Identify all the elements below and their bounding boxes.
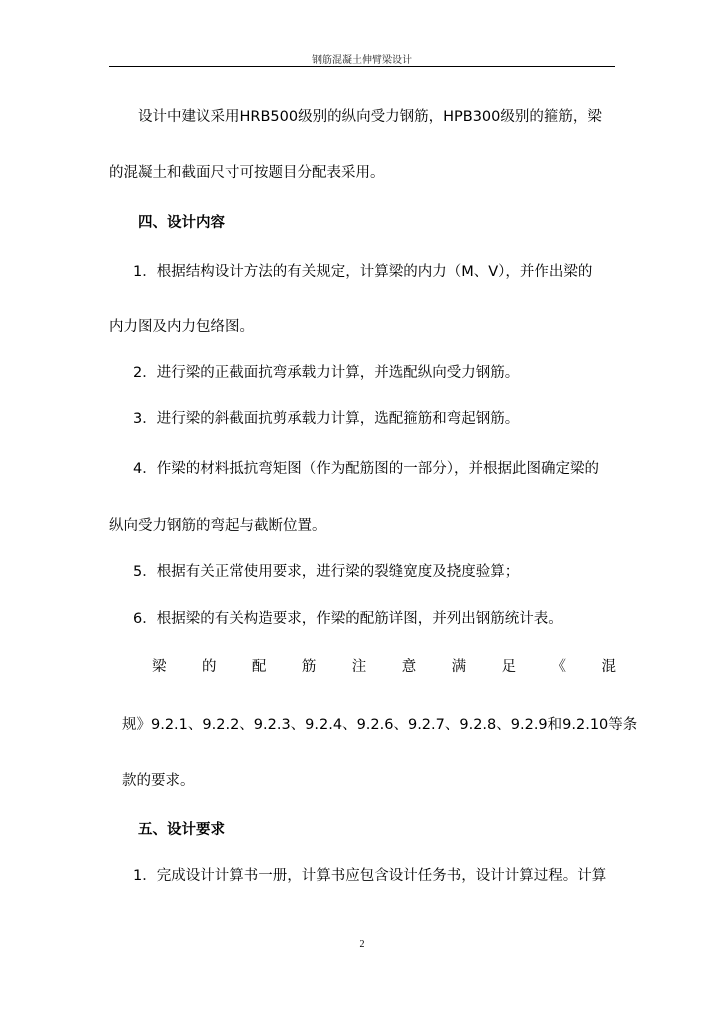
note-line-3: 款的要求。 xyxy=(122,773,195,789)
requirement-item-1-line-1: 1．完成设计计算书一册，计算书应包含设计任务书，设计计算过程。计算 xyxy=(133,868,607,884)
note-char: 混 xyxy=(601,659,616,675)
note-char: 足 xyxy=(501,659,517,675)
note-char: 配 xyxy=(251,659,267,675)
note-char: 注 xyxy=(351,659,367,675)
paragraph-materials-line-1: 设计中建议采用HRB500级别的纵向受力钢筋，HPB300级别的箍筋，梁 xyxy=(138,109,602,125)
header-divider xyxy=(109,66,615,67)
list-item-5: 5．根据有关正常使用要求，进行梁的裂缝宽度及挠度验算； xyxy=(133,564,520,580)
note-char: 的 xyxy=(201,659,217,675)
note-char: 意 xyxy=(401,659,417,675)
list-item-1-line-2: 内力图及内力包络图。 xyxy=(109,319,254,335)
note-justified-line-1 xyxy=(152,658,616,676)
section-heading-design-content: 四、设计内容 xyxy=(138,215,225,231)
note-char: 梁 xyxy=(152,659,167,675)
list-item-4-line-1: 4．作梁的材料抵抗弯矩图（作为配筋图的一部分），并根据此图确定梁的 xyxy=(133,461,599,477)
note-char: 《 xyxy=(551,659,566,675)
running-header-title: 钢筋混凝土伸臂梁设计 xyxy=(312,55,412,66)
note-char: 筋 xyxy=(301,659,317,675)
list-item-2: 2．进行梁的正截面抗弯承载力计算，并选配纵向受力钢筋。 xyxy=(133,365,520,381)
list-item-3: 3．进行梁的斜截面抗剪承载力计算，选配箍筋和弯起钢筋。 xyxy=(133,411,520,427)
note-char: 满 xyxy=(451,659,467,675)
note-line-2: 规》9.2.1、9.2.2、9.2.3、9.2.4、9.2.6、9.2.7、9.2.8、9.2.9和9.2.10等条 xyxy=(122,717,638,733)
paragraph-materials-line-2: 的混凝土和截面尺寸可按题目分配表采用。 xyxy=(109,165,385,181)
list-item-4-line-2: 纵向受力钢筋的弯起与截断位置。 xyxy=(109,518,327,534)
list-item-1-line-1: 1．根据结构设计方法的有关规定，计算梁的内力（M、V），并作出梁的 xyxy=(133,264,593,280)
list-item-6: 6．根据梁的有关构造要求，作梁的配筋详图，并列出钢筋统计表。 xyxy=(133,611,563,627)
page-number: 2 xyxy=(359,939,365,950)
section-heading-design-requirements: 五、设计要求 xyxy=(138,822,225,838)
